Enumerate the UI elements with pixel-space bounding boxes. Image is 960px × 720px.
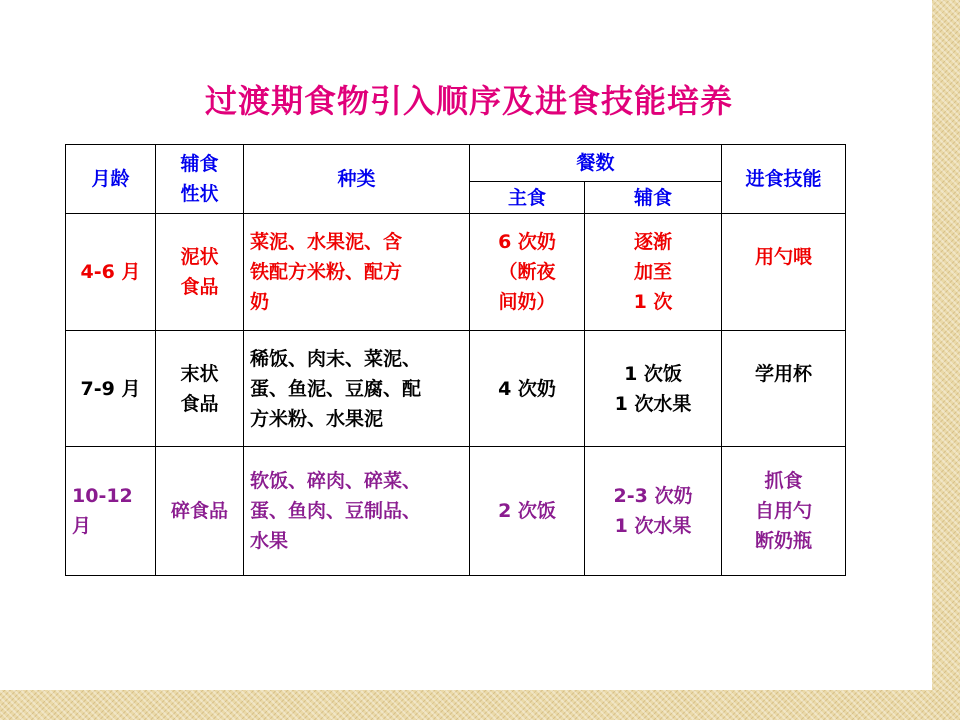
header-main-meal-label: 主食 bbox=[507, 186, 546, 209]
decorative-border-right bbox=[932, 0, 960, 720]
row2-age-label: 7-9 月 bbox=[80, 377, 141, 400]
row3-age bbox=[65, 446, 156, 576]
row1-skill-line: 用勺喂 bbox=[754, 246, 812, 268]
row2-types-line: 稀饭、肉末、菜泥、 bbox=[250, 347, 422, 370]
row3-types-line: 软饭、碎肉、碎菜、 bbox=[250, 470, 422, 492]
header-month-age bbox=[65, 144, 156, 214]
header-eating-skill-label: 进食技能 bbox=[745, 168, 822, 190]
row1-supp-line: 1 次 bbox=[633, 291, 673, 313]
row3-types bbox=[243, 446, 470, 576]
row1-supp-line: 逐渐 bbox=[633, 231, 672, 253]
row3-supp bbox=[584, 446, 722, 576]
header-eating-skill bbox=[721, 144, 846, 214]
decorative-border-bottom bbox=[0, 690, 960, 720]
row3-types-line: 水果 bbox=[250, 530, 289, 552]
row1-types-line: 铁配方米粉、配方 bbox=[250, 261, 403, 283]
header-food-texture-line: 性状 bbox=[180, 183, 219, 205]
header-supp-meal bbox=[584, 181, 722, 214]
row2-main-line: 4 次奶 bbox=[498, 377, 556, 400]
row3-skill bbox=[721, 446, 846, 576]
row3-texture bbox=[155, 446, 244, 576]
row3-main-line: 2 次饭 bbox=[498, 500, 556, 522]
header-food-types-label: 种类 bbox=[337, 168, 376, 190]
row1-main-line: 6 次奶 bbox=[498, 231, 556, 253]
header-food-texture bbox=[155, 144, 244, 214]
header-supp-meal-label: 辅食 bbox=[633, 186, 672, 209]
row2-supp-line: 1 次饭 bbox=[624, 362, 682, 385]
row3-skill-line: 断奶瓶 bbox=[754, 530, 812, 552]
row3-age-line: 10-12 bbox=[72, 485, 133, 507]
row2-skill bbox=[721, 330, 846, 447]
header-main-meal bbox=[469, 181, 585, 214]
row3-main bbox=[469, 446, 585, 576]
row1-main-line: （断夜 bbox=[498, 261, 556, 283]
row3-texture-line: 碎食品 bbox=[170, 500, 228, 522]
row3-skill-line: 自用勺 bbox=[754, 500, 812, 522]
row1-types-line: 菜泥、水果泥、含 bbox=[250, 231, 403, 253]
header-meals bbox=[469, 144, 722, 182]
row2-texture-line: 末状 bbox=[180, 362, 219, 385]
row1-types bbox=[243, 213, 470, 331]
row2-skill-line: 学用杯 bbox=[754, 363, 812, 385]
header-month-age-label: 月龄 bbox=[91, 168, 130, 190]
row2-supp bbox=[584, 330, 722, 447]
row1-main-line: 间奶） bbox=[498, 291, 556, 313]
row1-main bbox=[469, 213, 585, 331]
header-meals-label: 餐数 bbox=[576, 152, 615, 174]
row2-types bbox=[243, 330, 470, 447]
row1-skill bbox=[721, 213, 846, 331]
row1-types-line: 奶 bbox=[250, 291, 270, 313]
row2-texture-line: 食品 bbox=[180, 392, 219, 415]
row1-age-label: 4-6 月 bbox=[80, 261, 141, 283]
row2-main bbox=[469, 330, 585, 447]
row2-types-line: 方米粉、水果泥 bbox=[250, 407, 384, 430]
row3-supp-line: 1 次水果 bbox=[614, 515, 692, 537]
row3-skill-line: 抓食 bbox=[764, 470, 803, 492]
row1-age bbox=[65, 213, 156, 331]
row2-age bbox=[65, 330, 156, 447]
header-food-types bbox=[243, 144, 470, 214]
row3-supp-line: 2-3 次奶 bbox=[613, 485, 693, 507]
row2-types-line: 蛋、鱼泥、豆腐、配 bbox=[250, 377, 422, 400]
row2-supp-line: 1 次水果 bbox=[614, 392, 692, 415]
row1-texture-line: 食品 bbox=[180, 276, 219, 298]
header-food-texture-line: 辅食 bbox=[180, 153, 219, 175]
row3-age-line: 月 bbox=[72, 515, 92, 537]
page-title: 过渡期食物引入顺序及进食技能培养 bbox=[204, 82, 733, 120]
row3-types-line: 蛋、鱼肉、豆制品、 bbox=[250, 500, 422, 522]
row2-texture bbox=[155, 330, 244, 447]
row1-supp bbox=[584, 213, 722, 331]
row1-texture-line: 泥状 bbox=[180, 246, 219, 268]
row1-supp-line: 加至 bbox=[633, 261, 672, 283]
row1-texture bbox=[155, 213, 244, 331]
